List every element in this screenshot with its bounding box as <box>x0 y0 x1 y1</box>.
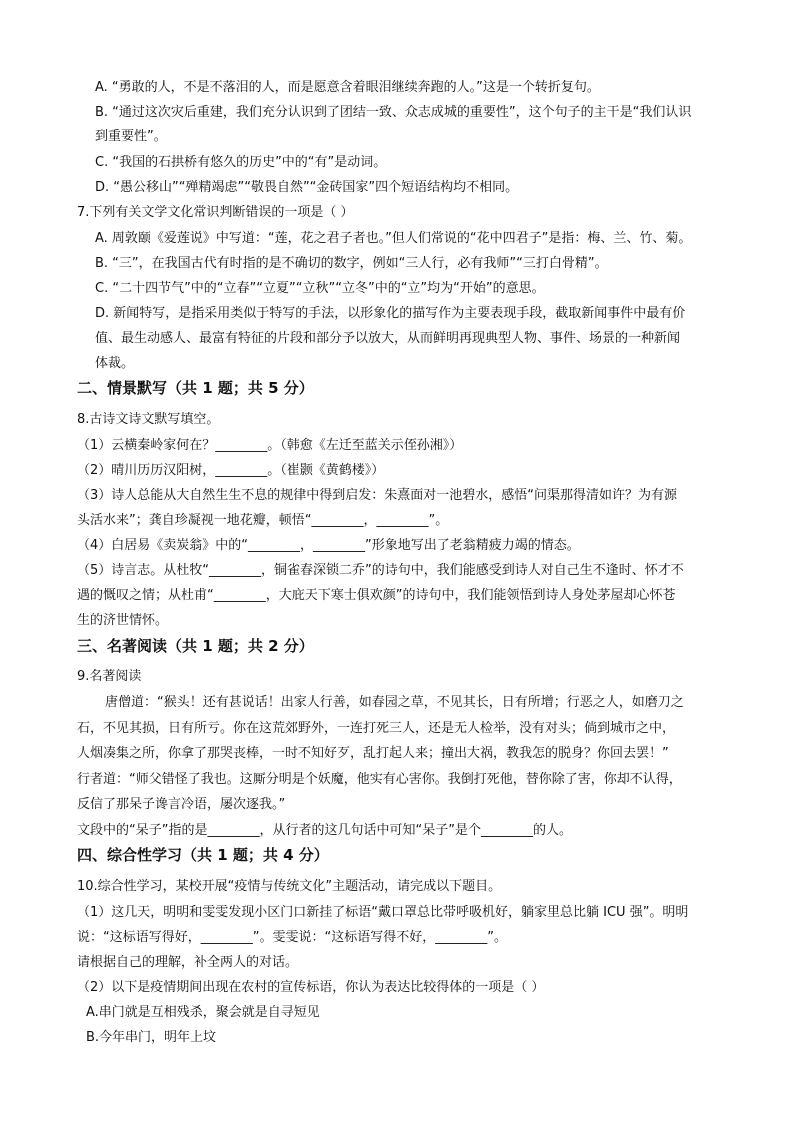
q9-question: 文段中的“呆子”指的是________，从行者的这几句话中可知“呆子”是个________的人。 <box>77 823 572 838</box>
q8-item-3: （3）诗人总能从大自然生生不息的规律中得到启发：朱熹面对一池碧水，感悟“问渠那得清如许？为有源 <box>77 488 678 503</box>
q10-sub1-continued: 说：“这标语写得好，________”。雯雯说：“这标语写得不好，________”。 <box>77 930 507 945</box>
q9-passage-line3: 人烟凑集之所，你拿了那哭丧棒，一时不知好歹，乱打起人来；撞出大祸，教我怎的脱身？你回去罢！” <box>77 746 669 761</box>
q10-option-a: A.串门就是互相残杀，聚会就是自寻短见 <box>86 1005 320 1020</box>
q7-option-d: D. 新闻特写，是指采用类似于特写的手法，以形象化的描写作为主要表现手段，截取新闻事件中最有价 <box>95 306 686 321</box>
q7-option-d-line2: 值、最生动感人、最富有特征的片段和部分予以放大，从而鲜明再现典型人物、事件、场景的一种新闻 <box>95 331 681 346</box>
q8-item-3-continued: 头活水来”；龚自珍凝视一地花瓣，顿悟“________，________”。 <box>77 513 449 528</box>
q8-item-1: （1）云横秦岭家何在？________。（韩愈《左迁至蓝关示侄孙湘》） <box>77 438 463 453</box>
q10-sub1: （1）这几天，明明和雯雯发现小区门口新挂了标语“戴口罩总比带呼吸机好，躺家里总比躺 ICU 强”。明明 <box>77 905 689 920</box>
q7-option-b: B. “三”，在我国古代有时指的是不确切的数字，例如“三人行，必有我师”“三打白骨精”。 <box>95 256 608 271</box>
q7-stem: 7.下列有关文学文化常识判断错误的一项是（ ） <box>77 205 354 220</box>
q6-option-d: D. “愚公移山”“殚精竭虑”“敬畏自然”“金砖国家”四个短语结构均不相同。 <box>95 180 519 195</box>
q9-passage-line4: 行者道：“师父错怪了我也。这厮分明是个妖魔，他实有心害你。我倒打死他，替你除了害，你却不认得， <box>77 772 682 787</box>
q8-item-5-line3: 生的济世情怀。 <box>77 613 169 628</box>
section-heading-2: 二、情景默写（共 1 题；共 5 分） <box>77 379 314 397</box>
q9-passage-line5: 反信了那呆子谗言冷语，屡次逐我。” <box>77 797 286 812</box>
q10-sub2: （2）以下是疫情期间出现在农村的宣传标语，你认为表达比较得体的一项是（ ） <box>77 980 545 995</box>
q8-item-2: （2）晴川历历汉阳树，________。（崔颢《黄鹤楼》） <box>77 463 385 478</box>
q6-option-b-continued: 到重要性”。 <box>95 129 167 144</box>
q7-option-d-line3: 体裁。 <box>95 356 135 371</box>
q6-option-a: A. “勇敢的人，不是不落泪的人，而是愿意含着眼泪继续奔跑的人。”这是一个转折复句。 <box>95 80 600 95</box>
q8-item-5-line2: 遇的慨叹之情；从杜甫“________，大庇天下寒士俱欢颜”的诗句中，我们能领悟到诗人身处茅屋却心怀苍 <box>77 588 676 603</box>
q10-option-b: B.今年串门，明年上坟 <box>86 1030 217 1045</box>
q9-passage-line2: 石，不见其损，日有所亏。你在这荒郊野外，一连打死三人，还是无人检举，没有对头；倘到城市之中， <box>77 721 676 736</box>
q8-item-5: （5）诗言志。从杜牧“________，铜雀春深锁二乔”的诗句中，我们能感受到诗人对自己生不逢时、怀才不 <box>77 563 684 578</box>
q10-sub1-instruction: 请根据自己的理解，补全两人的对话。 <box>77 955 299 970</box>
q10-stem: 10.综合性学习，某校开展“疫情与传统文化”主题活动，请完成以下题目。 <box>77 879 502 894</box>
q8-item-4: （4）白居易《卖炭翁》中的“________，________”形象地写出了老翁精疲力竭的情态。 <box>77 538 580 553</box>
q8-stem: 8.古诗文诗文默写填空。 <box>77 412 220 427</box>
q7-option-c: C. “二十四节气”中的“立春”“立夏”“立秋”“立冬”中的“立”均为“开始”的意思。 <box>95 281 545 296</box>
q6-option-c: C. “我国的石拱桥有悠久的历史”中的“有”是动词。 <box>95 155 387 170</box>
q9-passage-line1: 唐僧道：“猴头！还有甚说话！出家人行善，如春园之草，不见其长，日有所增；行恶之人，如磨刀之 <box>105 695 684 710</box>
q6-option-b: B. “通过这次灾后重建，我们充分认识到了团结一致、众志成城的重要性”，这个句子的主干是“我们认识 <box>95 105 692 120</box>
q9-stem: 9.名著阅读 <box>77 669 142 684</box>
q7-option-a: A. 周敦颐《爱莲说》中写道：“莲，花之君子者也。”但人们常说的“花中四君子”是指：梅、兰、竹、菊。 <box>95 231 692 246</box>
section-heading-4: 四、综合性学习（共 1 题；共 4 分） <box>77 846 329 864</box>
section-heading-3: 三、名著阅读（共 1 题；共 2 分） <box>77 637 314 655</box>
